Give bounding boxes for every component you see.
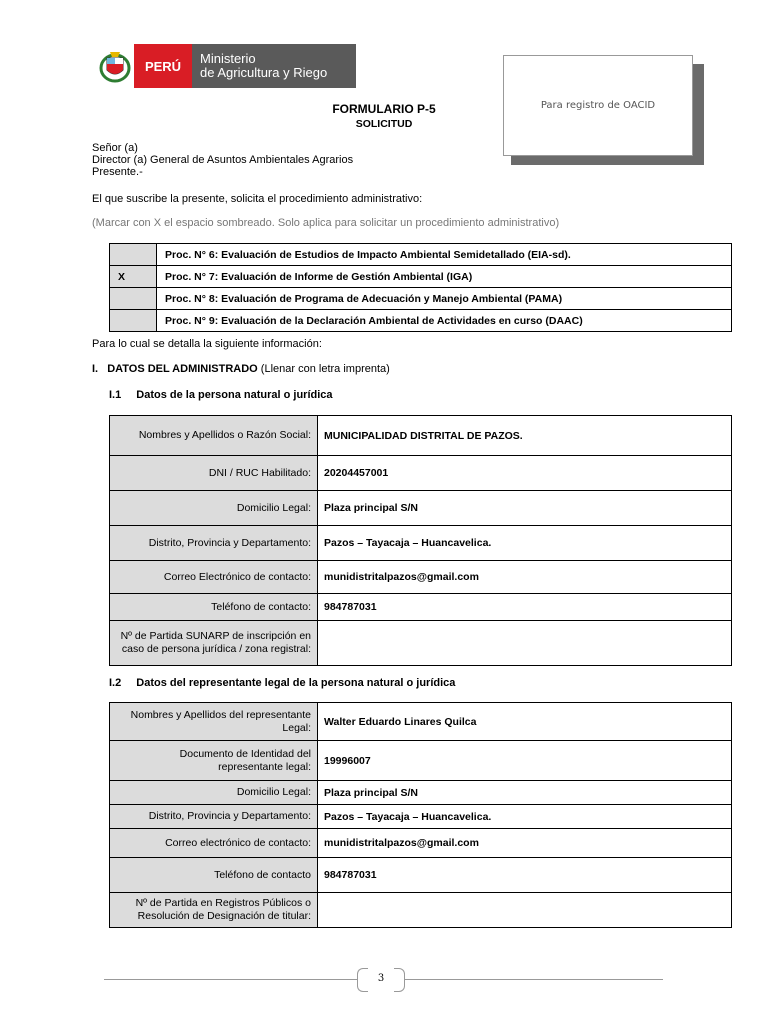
ministry-line-1: Ministerio: [200, 51, 256, 66]
section-1-title: DATOS DEL ADMINISTRADO: [107, 363, 258, 375]
field-label: Distrito, Provincia y Departamento:: [110, 526, 318, 561]
footer-rule-left: [104, 979, 357, 980]
field-value[interactable]: munidistritalpazos@gmail.com: [318, 829, 732, 858]
table-row: [110, 703, 732, 741]
section-1-note: (Llenar con letra imprenta): [260, 363, 390, 375]
procedure-mark-cell[interactable]: [110, 310, 157, 332]
procedure-mark-cell[interactable]: [110, 288, 157, 310]
table-row: [110, 491, 732, 526]
form-subtitle: SOLICITUD: [355, 118, 413, 130]
field-value[interactable]: 19996007: [318, 741, 732, 781]
field-label: Nombres y Apellidos o Razón Social:: [110, 416, 318, 456]
field-value[interactable]: Pazos – Tayacaja – Huancavelica.: [318, 805, 732, 829]
field-label: Nombres y Apellidos del representante Legal:: [110, 703, 318, 741]
field-value[interactable]: Walter Eduardo Linares Quilca: [318, 703, 732, 741]
ministry-name: [192, 44, 356, 88]
table-row: [110, 829, 732, 858]
field-label: Domicilio Legal:: [110, 781, 318, 805]
table-row: [110, 526, 732, 561]
field-label: Teléfono de contacto:: [110, 594, 318, 621]
table-row: [110, 805, 732, 829]
field-value[interactable]: 20204457001: [318, 456, 732, 491]
field-value[interactable]: Plaza principal S/N: [318, 491, 732, 526]
field-value[interactable]: Plaza principal S/N: [318, 781, 732, 805]
procedure-mark-cell[interactable]: [110, 244, 157, 266]
natural-person-table: [109, 415, 732, 666]
table-row: [110, 893, 732, 928]
field-value[interactable]: munidistritalpazos@gmail.com: [318, 561, 732, 594]
instruction-text: (Marcar con X el espacio sombreado. Solo aplica para solicitar un procedimiento administrativo): [92, 217, 560, 229]
legal-representative-table: [109, 702, 732, 928]
procedure-label: Proc. N° 9: Evaluación de la Declaración Ambiental de Actividades en curso (DAAC): [157, 310, 732, 332]
section-1-2-heading: [109, 677, 455, 689]
field-label: Teléfono de contacto: [110, 858, 318, 893]
procedures-table: [109, 243, 732, 332]
field-value[interactable]: 984787031: [318, 594, 732, 621]
section-1-1-number: I.1: [109, 389, 122, 401]
footer-rule-right: [405, 979, 663, 980]
peru-label: PERÚ: [134, 44, 192, 88]
procedure-row: [110, 244, 732, 266]
table-row: [110, 456, 732, 491]
field-value[interactable]: MUNICIPALIDAD DISTRITAL DE PAZOS.: [318, 416, 732, 456]
coat-of-arms-icon: [96, 44, 134, 88]
salutation-line-3: Presente.-: [92, 166, 143, 178]
table-row: [110, 416, 732, 456]
intro-text: El que suscribe la presente, solicita el procedimiento administrativo:: [92, 193, 423, 205]
form-title: FORMULARIO P-5: [332, 102, 436, 116]
field-label: Nº de Partida en Registros Públicos o Resolución de Designación de titular:: [110, 893, 318, 928]
procedure-label: Proc. N° 7: Evaluación de Informe de Gestión Ambiental (IGA): [157, 266, 732, 288]
section-1-2-number: I.2: [109, 677, 122, 689]
ministry-logo: [96, 44, 356, 88]
section-1-1-heading: [109, 389, 333, 401]
table-row: [110, 858, 732, 893]
field-value[interactable]: 984787031: [318, 858, 732, 893]
procedure-row: [110, 310, 732, 332]
table-row: [110, 561, 732, 594]
detail-intro: Para lo cual se detalla la siguiente información:: [92, 338, 322, 350]
field-value[interactable]: Pazos – Tayacaja – Huancavelica.: [318, 526, 732, 561]
field-label: Distrito, Provincia y Departamento:: [110, 805, 318, 829]
oacid-registration-box: Para registro de OACID: [503, 55, 693, 156]
table-row: [110, 741, 732, 781]
table-row: [110, 781, 732, 805]
salutation-line-1: Señor (a): [92, 142, 138, 154]
field-label: Documento de Identidad del representante legal:: [110, 741, 318, 781]
procedure-mark-cell[interactable]: X: [110, 266, 157, 288]
table-row: [110, 594, 732, 621]
field-label: Domicilio Legal:: [110, 491, 318, 526]
section-1-2-title: Datos del representante legal de la persona natural o jurídica: [136, 677, 456, 689]
field-label: Correo electrónico de contacto:: [110, 829, 318, 858]
field-label: Correo Electrónico de contacto:: [110, 561, 318, 594]
ministry-line-2: de Agricultura y Riego: [200, 65, 328, 80]
section-1-heading: [92, 363, 390, 375]
procedure-label: Proc. N° 8: Evaluación de Programa de Adecuación y Manejo Ambiental (PAMA): [157, 288, 732, 310]
section-1-number: I.: [92, 363, 99, 375]
procedure-row: [110, 288, 732, 310]
procedure-row: [110, 266, 732, 288]
field-label: DNI / RUC Habilitado:: [110, 456, 318, 491]
field-value[interactable]: [318, 621, 732, 666]
section-1-1-title: Datos de la persona natural o jurídica: [136, 389, 333, 401]
field-value[interactable]: [318, 893, 732, 928]
page-number: 3: [377, 973, 385, 984]
salutation-line-2: Director (a) General de Asuntos Ambientales Agrarios: [92, 154, 354, 166]
procedure-label: Proc. N° 6: Evaluación de Estudios de Impacto Ambiental Semidetallado (EIA-sd).: [157, 244, 732, 266]
table-row: [110, 621, 732, 666]
field-label: Nº de Partida SUNARP de inscripción en caso de persona jurídica / zona registral:: [110, 621, 318, 666]
